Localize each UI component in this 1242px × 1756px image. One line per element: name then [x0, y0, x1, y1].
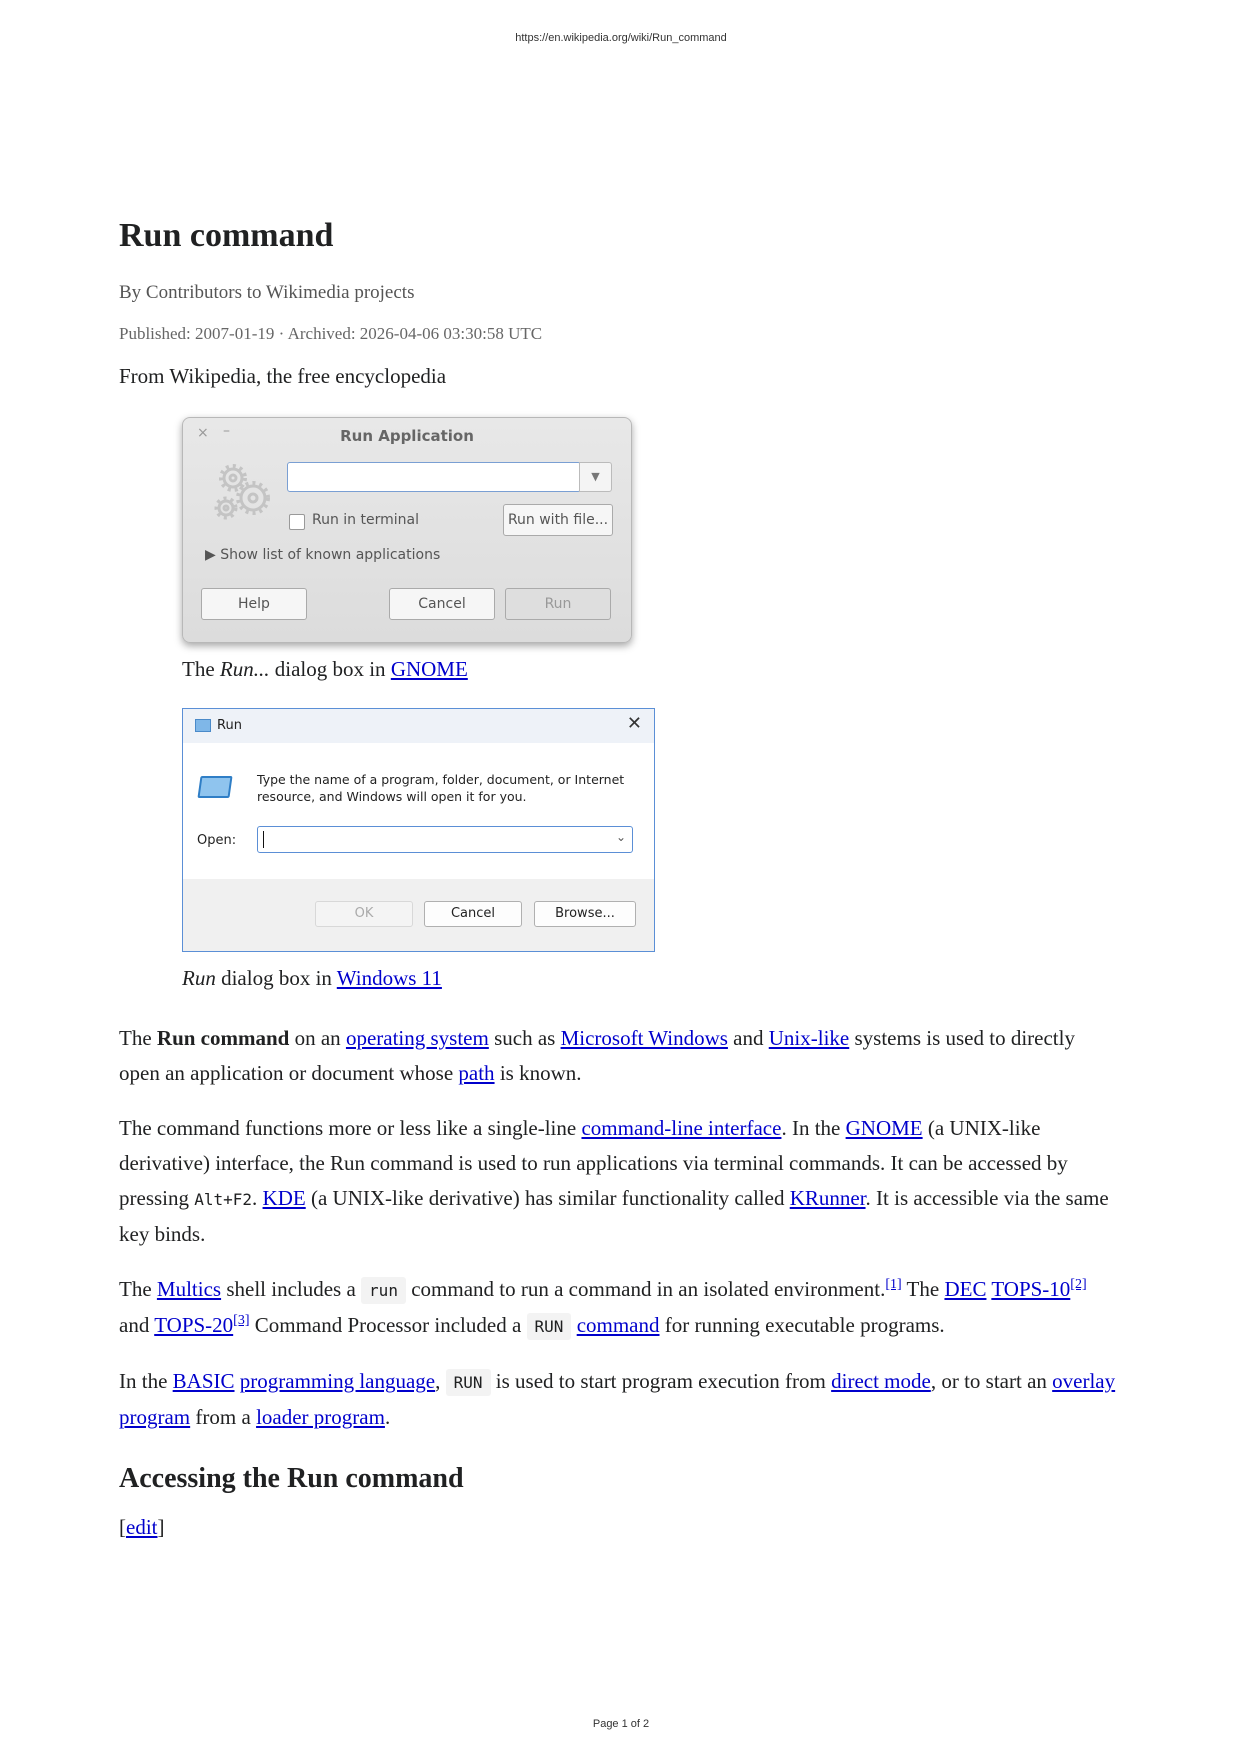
run-large-icon: [197, 776, 232, 798]
run-code: RUN: [527, 1313, 572, 1340]
chevron-down-icon: ⌄: [615, 830, 626, 844]
byline: By Contributors to Wikimedia projects: [119, 282, 415, 303]
help-button: Help: [201, 588, 307, 620]
run-in-terminal-checkbox: [289, 514, 305, 530]
dec-link[interactable]: DEC: [944, 1277, 987, 1301]
path-link[interactable]: path: [458, 1061, 495, 1085]
gnome-run-dialog-image: [182, 417, 632, 643]
paragraph-intro: The Run command on an operating system such as Microsoft Windows and Unix-like systems is used to directly open an application or document whose path is known.: [119, 1026, 1075, 1085]
unix-like-link[interactable]: Unix-like: [768, 1026, 850, 1050]
edit-section: [edit]: [119, 1515, 165, 1539]
paragraph-basic: In the BASIC programming language, RUN is used to start program execution from direct mode, or to start an overlay program from a loader program.: [119, 1369, 1116, 1429]
figure-gnome: [182, 417, 1119, 682]
kde-link[interactable]: KDE: [262, 1186, 306, 1210]
show-known-apps-expander: ▶ Show list of known applications: [205, 547, 441, 563]
edit-link[interactable]: edit: [126, 1515, 158, 1539]
multics-link[interactable]: Multics: [156, 1277, 222, 1301]
figure-windows-caption: [182, 966, 1119, 991]
reference-1-link[interactable]: [1]: [885, 1277, 902, 1292]
basic-link[interactable]: BASIC: [172, 1369, 235, 1393]
browse-button: Browse...: [534, 901, 636, 927]
close-icon: ✕: [626, 713, 642, 734]
figure-gnome-caption: [182, 657, 1119, 682]
operating-system-link[interactable]: operating system: [345, 1026, 489, 1050]
close-icon: ×: [197, 425, 209, 441]
loader-program-link[interactable]: loader program: [256, 1405, 385, 1429]
open-label: Open:: [197, 833, 237, 848]
run-code: RUN: [446, 1369, 491, 1396]
caption-text: dialog box in: [269, 657, 391, 681]
krunner-link[interactable]: KRunner: [789, 1186, 866, 1210]
bold-term: Run command: [156, 1026, 290, 1050]
command-line-interface-link[interactable]: command-line interface: [581, 1116, 782, 1140]
page-url: https://en.wikipedia.org/wiki/Run_command: [515, 32, 727, 44]
windows-dialog-description: Type the name of a program, folder, document, or Internet resource, and Windows will open it for you.: [257, 772, 625, 804]
microsoft-windows-link[interactable]: Microsoft Windows: [560, 1026, 728, 1050]
page-number: Page 1 of 2: [592, 1718, 650, 1730]
overlay-program-link[interactable]: overlay program: [119, 1369, 1116, 1429]
command-input: [287, 462, 581, 492]
direct-mode-link[interactable]: direct mode: [831, 1369, 931, 1393]
cancel-button: Cancel: [424, 901, 522, 927]
caption-text: dialog box in: [215, 966, 337, 990]
paragraph-multics: The Multics shell includes a run command to run a command in an isolated environment.[1] The DEC TOPS-10[2] and TOPS-20[3] Command Processor included a RUN command for running executable programs.: [119, 1272, 1119, 1344]
run-app-icon: [195, 719, 211, 732]
windows-run-dialog-image: [182, 708, 655, 952]
dropdown-arrow-icon: ▼: [579, 462, 612, 492]
reference-3-link[interactable]: [3]: [233, 1313, 250, 1328]
gnome-dialog-title: Run Application: [340, 427, 474, 445]
caption-italic: Run...: [219, 657, 270, 681]
figure-windows: [182, 708, 1119, 991]
run-with-file-button: Run with file...: [503, 504, 613, 536]
section-heading: Accessing the Run command: [119, 1463, 464, 1494]
gnome-link[interactable]: GNOME: [390, 657, 468, 681]
minimize-icon: –: [223, 423, 230, 439]
windows-dialog-title: Run: [217, 718, 242, 733]
run-code: run: [361, 1277, 406, 1304]
windows-title-bar: [183, 709, 654, 743]
gnome-link[interactable]: GNOME: [845, 1116, 923, 1140]
run-in-terminal-label: Run in terminal: [312, 512, 419, 528]
from-wikipedia: From Wikipedia, the free encyclopedia: [119, 364, 447, 388]
run-button: Run: [505, 588, 611, 620]
keybind-code: Alt+F2: [194, 1190, 253, 1209]
cancel-button: Cancel: [389, 588, 495, 620]
publish-info: Published: 2007-01-19 · Archived: 2026-04-06 03:30:58 UTC: [119, 324, 543, 343]
open-input: [257, 826, 633, 853]
ok-button: OK: [315, 901, 413, 927]
tops-10-link[interactable]: TOPS-10: [991, 1277, 1071, 1301]
caption-text: The: [182, 657, 220, 681]
caption-italic: Run: [182, 966, 216, 990]
page-title: Run command: [119, 217, 334, 254]
command-link[interactable]: command: [576, 1313, 660, 1337]
article: [119, 210, 1119, 1540]
gears-icon: [211, 460, 277, 526]
paragraph-gnome-kde: The command functions more or less like a single-line command-line interface. In the GNOME (a UNIX-like derivative) interface, the Run command is used to run applications via terminal commands. It can be accessed by pressing Alt+F2. KDE (a UNIX-like derivative) has similar functionality called KRunner. It is accessible via the same key binds.: [119, 1116, 1109, 1246]
windows-11-link[interactable]: Windows 11: [336, 966, 442, 990]
tops-20-link[interactable]: TOPS-20: [154, 1313, 234, 1337]
text-caret: [263, 831, 264, 848]
reference-2-link[interactable]: [2]: [1070, 1277, 1087, 1292]
programming-language-link[interactable]: programming language: [239, 1369, 436, 1393]
